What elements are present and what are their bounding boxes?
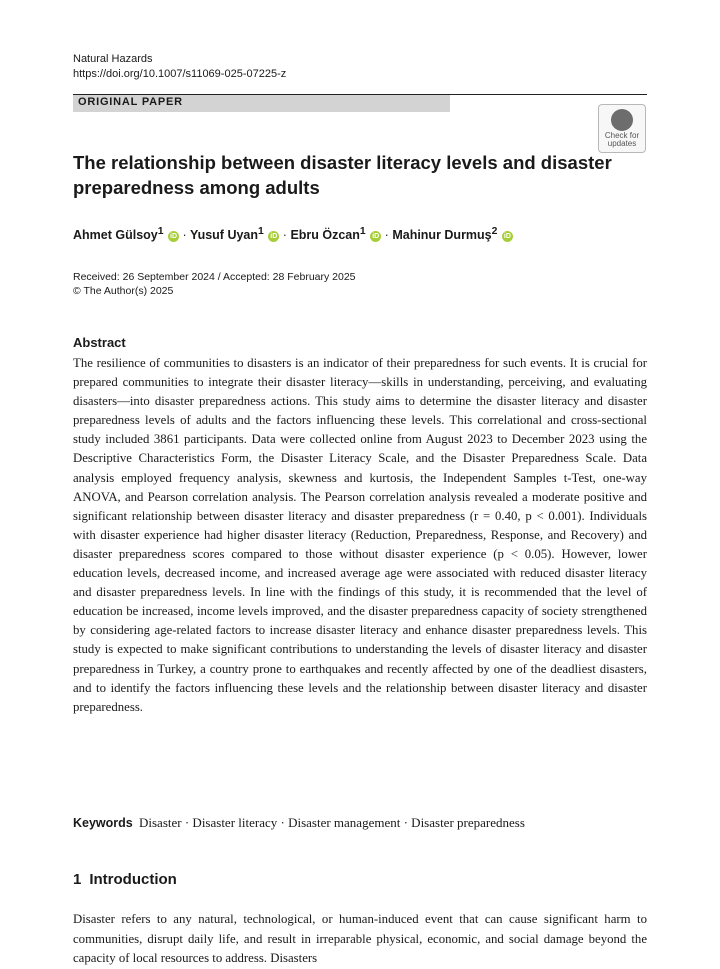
keywords-label: Keywords — [73, 816, 133, 830]
section-heading-introduction — [73, 871, 177, 888]
publication-dates — [73, 270, 356, 298]
orcid-icon[interactable]: iD — [270, 233, 278, 241]
keywords-list: Disaster · Disaster literacy · Disaster management · Disaster preparedness — [139, 815, 525, 830]
doi-link[interactable]: https://doi.org/10.1007/s11069-025-07225-z — [73, 68, 287, 80]
author-separator: · — [182, 228, 187, 243]
author-affiliation: 1 — [359, 226, 366, 237]
keywords — [73, 815, 525, 831]
author-separator: · — [282, 228, 287, 243]
check-updates-text — [599, 132, 645, 148]
journal-name: Natural Hazards — [73, 53, 153, 65]
section-title: Introduction — [89, 871, 177, 888]
author-list — [73, 226, 513, 242]
check-updates-line2: updates — [607, 139, 637, 148]
header-rule — [450, 94, 647, 95]
abstract-heading: Abstract — [73, 335, 126, 350]
paper-title: The relationship between disaster literacy levels and disaster preparedness among adults — [73, 152, 612, 198]
author-affiliation: 1 — [157, 226, 164, 237]
author-affiliation: 1 — [258, 226, 264, 237]
introduction-text: Disaster refers to any natural, technological, or human-induced event that can cause significant harm to communities, disrupt daily life, and result in irreparable physical, economic, and social damage beyond the capacity of local resources to address. Disasters — [73, 912, 647, 965]
section-label: ORIGINAL PAPER — [78, 96, 183, 108]
received-accepted: Received: 26 September 2024 / Accepted: 28 February 2025 — [73, 271, 356, 283]
section-number: 1 — [73, 871, 82, 888]
author-separator: · — [384, 228, 389, 243]
orcid-icon[interactable]: iD — [170, 233, 178, 241]
check-updates-icon — [611, 109, 633, 131]
author-name: Yusuf Uyan — [189, 228, 259, 243]
check-updates-line1: Check for — [604, 131, 640, 140]
author-name: Mahinur Durmuş — [392, 228, 492, 243]
orcid-icon[interactable]: iD — [503, 233, 511, 241]
abstract-text: The resilience of communities to disasters is an indicator of their preparedness for such events. It is crucial for prepared communities to integrate their disaster literacy—skills in understanding, perceiving, and evaluating disasters—into disaster preparedness actions. This study aims to determine the disaster literacy and disaster preparedness levels of adults and the factors influencing these levels. This correlational and cross-sectional study included 3861 participants. Data were collected online from August 2023 to December 2023 using the Descriptive Characteristics Form, the Disaster Literacy Scale, and the Disaster Preparedness Scale. Data analysis employed frequency analysis, skewness and kurtosis, the Independent Samples t-Test, one-way ANOVA, and Pearson correlation analysis. The Pearson correlation analysis revealed a moderate positive and significant relationship between disaster literacy and disaster preparedness (r = 0.40, p < 0.001). Individuals with disaster experience had higher disaster literacy (Reduction, Preparedness, Response, and Recovery) and disaster preparedness scores compared to those without disaster experience (p < 0.05). However, lower education levels, decreased income, and increased average age were associated with reduced disaster literacy and disaster preparedness levels. In line with the findings of this study, it is recommended that the level of education be increased, income levels improved, and the disaster preparedness capacity of society strengthened by considering age-related factors to increase disaster literacy and enhance disaster preparedness levels. This study is expected to make significant contributions to understanding the levels of disaster literacy and disaster preparedness in Turkey, a country prone to earthquakes and recently affected by one of the deadliest disasters, and to identify the factors influencing these levels and the relationship between disaster literacy and disaster preparedness. — [73, 356, 647, 714]
copyright: © The Author(s) 2025 — [73, 285, 174, 297]
check-for-updates-badge[interactable] — [598, 104, 646, 153]
author-affiliation: 2 — [491, 226, 498, 237]
author-name: Ebru Özcan — [290, 228, 360, 243]
author-name: Ahmet Gülsoy — [73, 228, 158, 243]
journal-header — [73, 52, 286, 82]
orcid-icon[interactable]: iD — [372, 233, 380, 241]
